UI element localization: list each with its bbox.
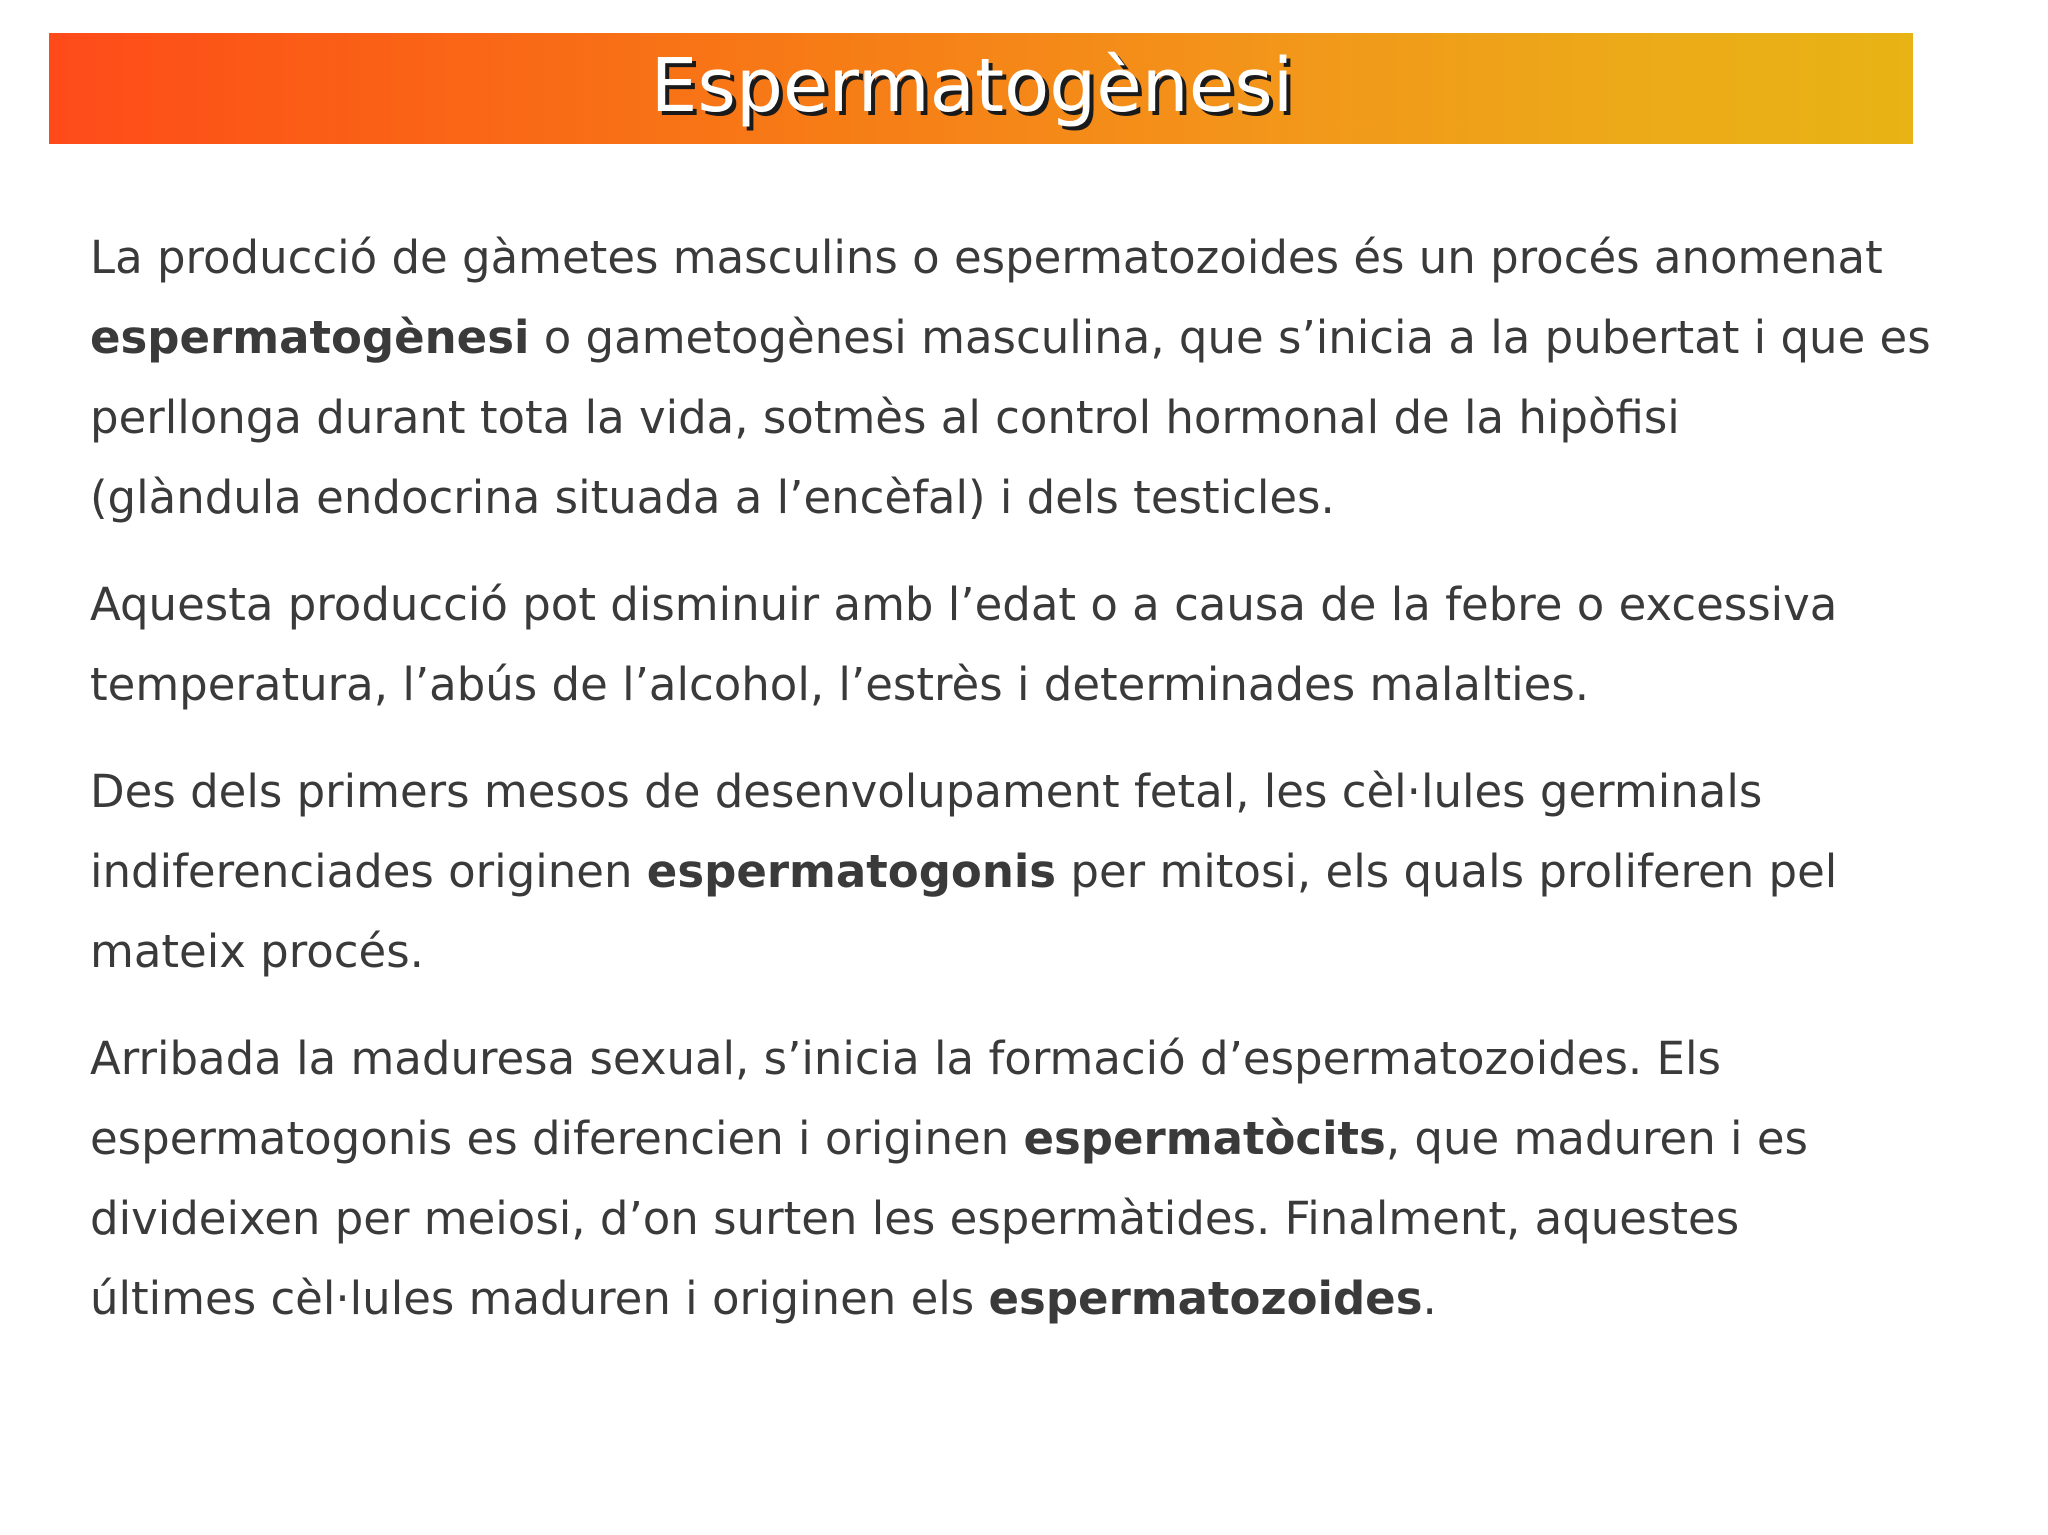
paragraph-2-line-1 — [90, 565, 2000, 645]
paragraph-4 — [90, 1019, 2000, 1339]
text-run: per mitosi, els quals proliferen pel — [1056, 845, 1838, 898]
title-bar — [49, 33, 1913, 144]
paragraph-1-line-2 — [90, 298, 2000, 378]
text-run: perllonga durant tota la vida, sotmès al control hormonal de la hipòfisi — [90, 391, 1680, 444]
text-run: Aquesta producció pot disminuir amb l’edat o a causa de la febre o excessiva — [90, 578, 1838, 631]
paragraph-3-line-3 — [90, 912, 2000, 992]
paragraph-4-line-2 — [90, 1099, 2000, 1179]
paragraph-2-line-2 — [90, 645, 2000, 725]
bold-term-espermatocits: espermatòcits — [1023, 1112, 1386, 1165]
paragraph-3-line-1 — [90, 752, 2000, 832]
bold-term-espermatogonis: espermatogonis — [646, 845, 1057, 898]
paragraph-1 — [90, 218, 2000, 538]
text-run: . — [1422, 1272, 1437, 1325]
text-run: La producció de gàmetes masculins o espermatozoides és un procés anomenat — [90, 231, 1883, 284]
paragraph-4-line-4 — [90, 1259, 2000, 1339]
text-run: últimes cèl·lules maduren i originen els — [90, 1272, 989, 1325]
text-run: divideixen per meiosi, d’on surten les espermàtides. Finalment, aquestes — [90, 1192, 1740, 1245]
text-run: espermatogonis es diferencien i originen — [90, 1112, 1024, 1165]
text-run: Arribada la maduresa sexual, s’inicia la formació d’espermatozoides. Els — [90, 1032, 1721, 1085]
text-run: o gametogènesi masculina, que s’inicia a la pubertat i que es — [529, 311, 1931, 364]
slide-body — [90, 218, 2000, 1366]
bold-term-espermatozoides: espermatozoides — [988, 1272, 1423, 1325]
paragraph-1-line-1 — [90, 218, 2000, 298]
paragraph-1-line-3 — [90, 378, 2000, 458]
text-run: Des dels primers mesos de desenvolupament fetal, les cèl·lules germinals — [90, 765, 1763, 818]
paragraph-2 — [90, 565, 2000, 725]
text-run: , que maduren i es — [1385, 1112, 1808, 1165]
bold-term-espermatogenesi: espermatogènesi — [90, 311, 530, 364]
paragraph-4-line-1 — [90, 1019, 2000, 1099]
paragraph-3 — [90, 752, 2000, 992]
slide-title: Espermatogènesi — [650, 42, 1294, 129]
paragraph-3-line-2 — [90, 832, 2000, 912]
paragraph-1-line-4 — [90, 458, 2000, 538]
text-run: indiferenciades originen — [90, 845, 647, 898]
text-run: temperatura, l’abús de l’alcohol, l’estrès i determinades malalties. — [90, 658, 1590, 711]
text-run: mateix procés. — [90, 925, 424, 978]
text-run: (glàndula endocrina situada a l’encèfal) i dels testicles. — [90, 471, 1335, 524]
paragraph-4-line-3 — [90, 1179, 2000, 1259]
